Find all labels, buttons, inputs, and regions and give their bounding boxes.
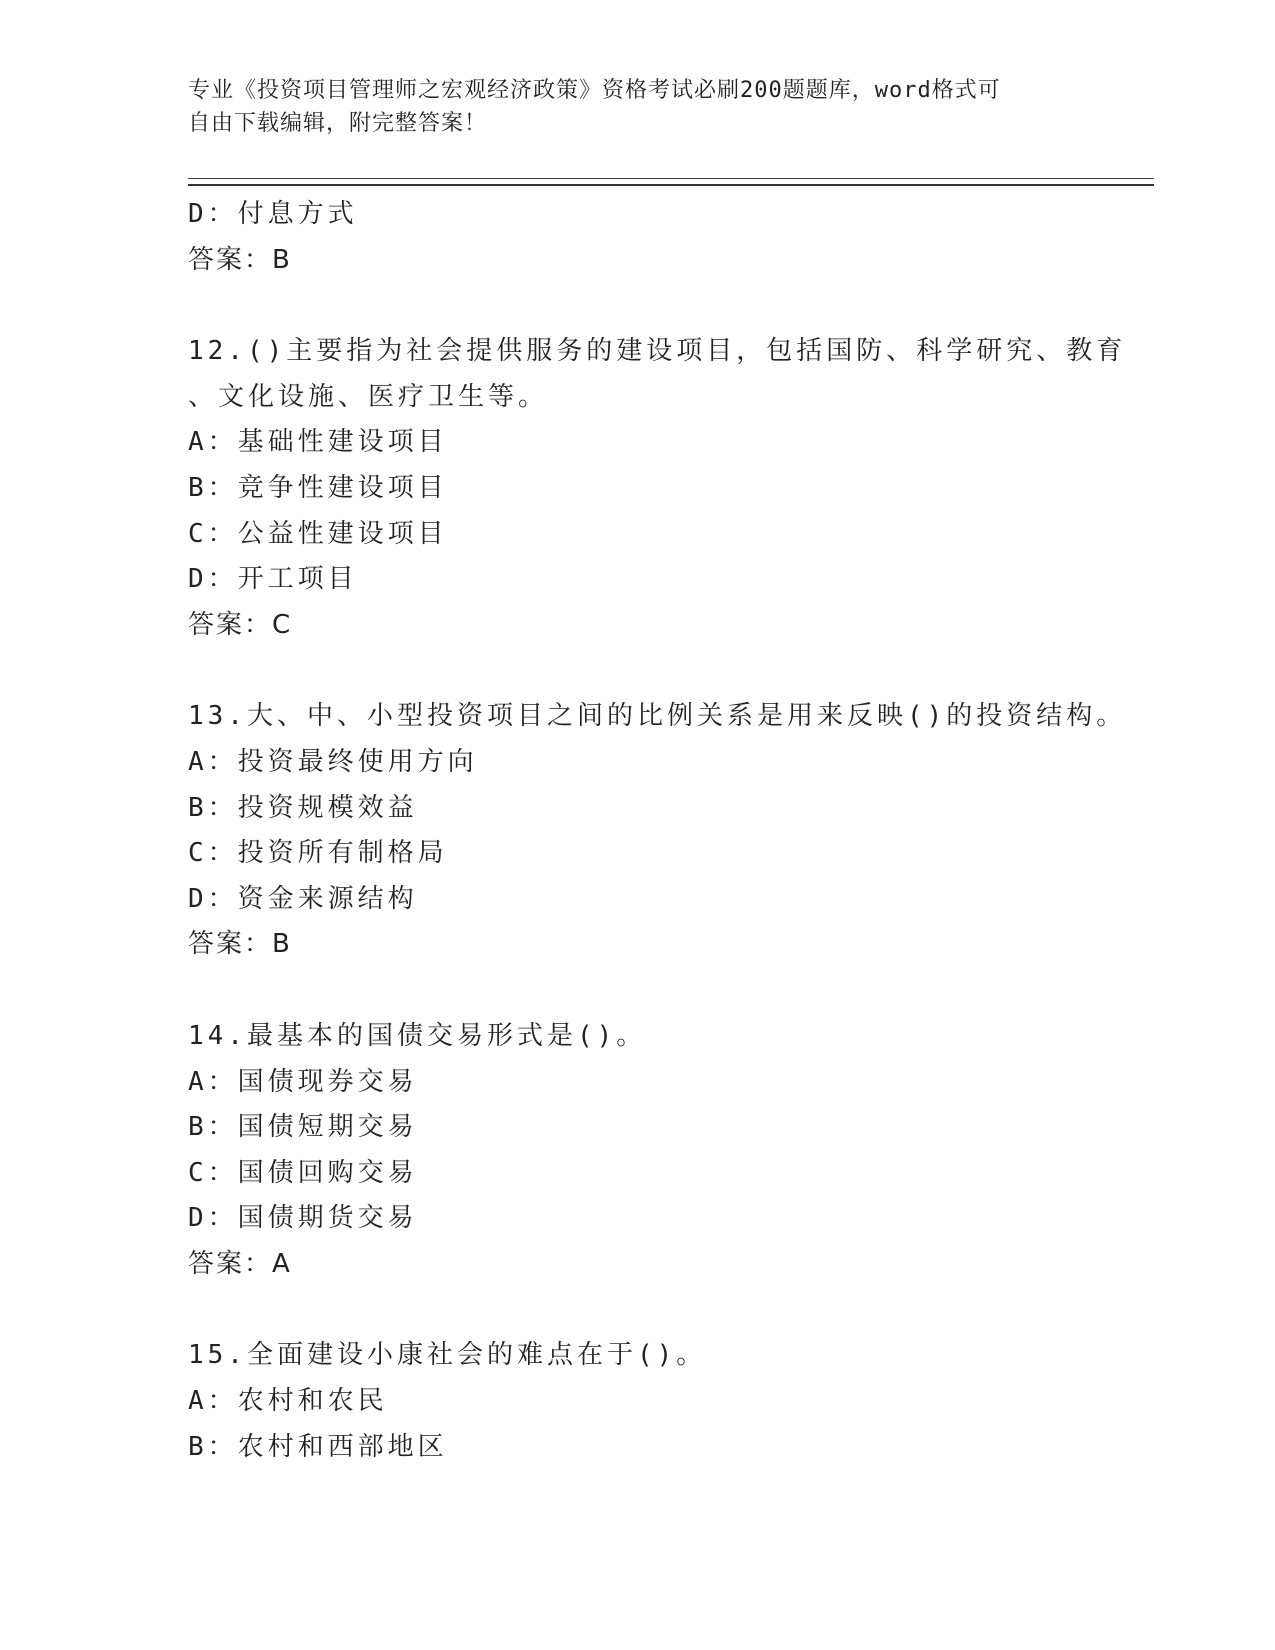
option-c: C：公益性建设项目 [188,518,448,549]
option-a: A：投资最终使用方向 [188,746,478,777]
answer-line: 答案：A [188,1248,292,1279]
option-d: D：国债期货交易 [188,1203,418,1234]
option-a: A：国债现券交易 [188,1066,418,1097]
question-14 [188,1014,1088,1288]
question-12 [188,329,1127,648]
spacer [188,283,1088,329]
option-b: B：国债短期交易 [188,1112,418,1143]
question-15 [188,1333,1088,1470]
spacer [188,1287,1088,1333]
question-13 [188,694,1127,968]
question-stem: 12.()主要指为社会提供服务的建设项目，包括国防、科学研究、教育 [188,336,1127,367]
option-d: D：付息方式 [188,199,358,229]
spacer [188,968,1088,1014]
previous-question-fragment [188,192,1088,283]
header-divider-thin [188,178,1154,179]
header-divider-thick [188,184,1154,186]
header-line-1: 专业《投资项目管理师之宏观经济政策》资格考试必刷200题题库，word格式可 [188,78,1001,103]
question-stem-continued: 、文化设施、医疗卫生等。 [188,381,549,412]
option-b: B：农村和西部地区 [188,1431,448,1462]
spacer [188,648,1088,694]
answer-line: 答案：B [188,244,292,275]
option-c: C：国债回购交易 [188,1157,418,1188]
question-stem: 13.大、中、小型投资项目之间的比例关系是用来反映()的投资结构。 [188,701,1127,732]
question-stem: 15.全面建设小康社会的难点在于()。 [188,1340,707,1371]
option-d: D：资金来源结构 [188,883,418,914]
document-header [188,74,1068,140]
option-b: B：投资规模效益 [188,792,418,823]
option-d: D：开工项目 [188,564,358,595]
option-a: A：农村和农民 [188,1386,388,1417]
header-line-2: 自由下载编辑，附完整答案！ [188,111,488,136]
option-b: B：竞争性建设项目 [188,472,448,503]
question-list [188,192,1127,1470]
option-c: C：投资所有制格局 [188,838,448,869]
answer-line: 答案：C [188,609,293,640]
question-stem: 14.最基本的国债交易形式是()。 [188,1020,647,1051]
answer-line: 答案：B [188,929,292,960]
option-a: A：基础性建设项目 [188,427,448,458]
